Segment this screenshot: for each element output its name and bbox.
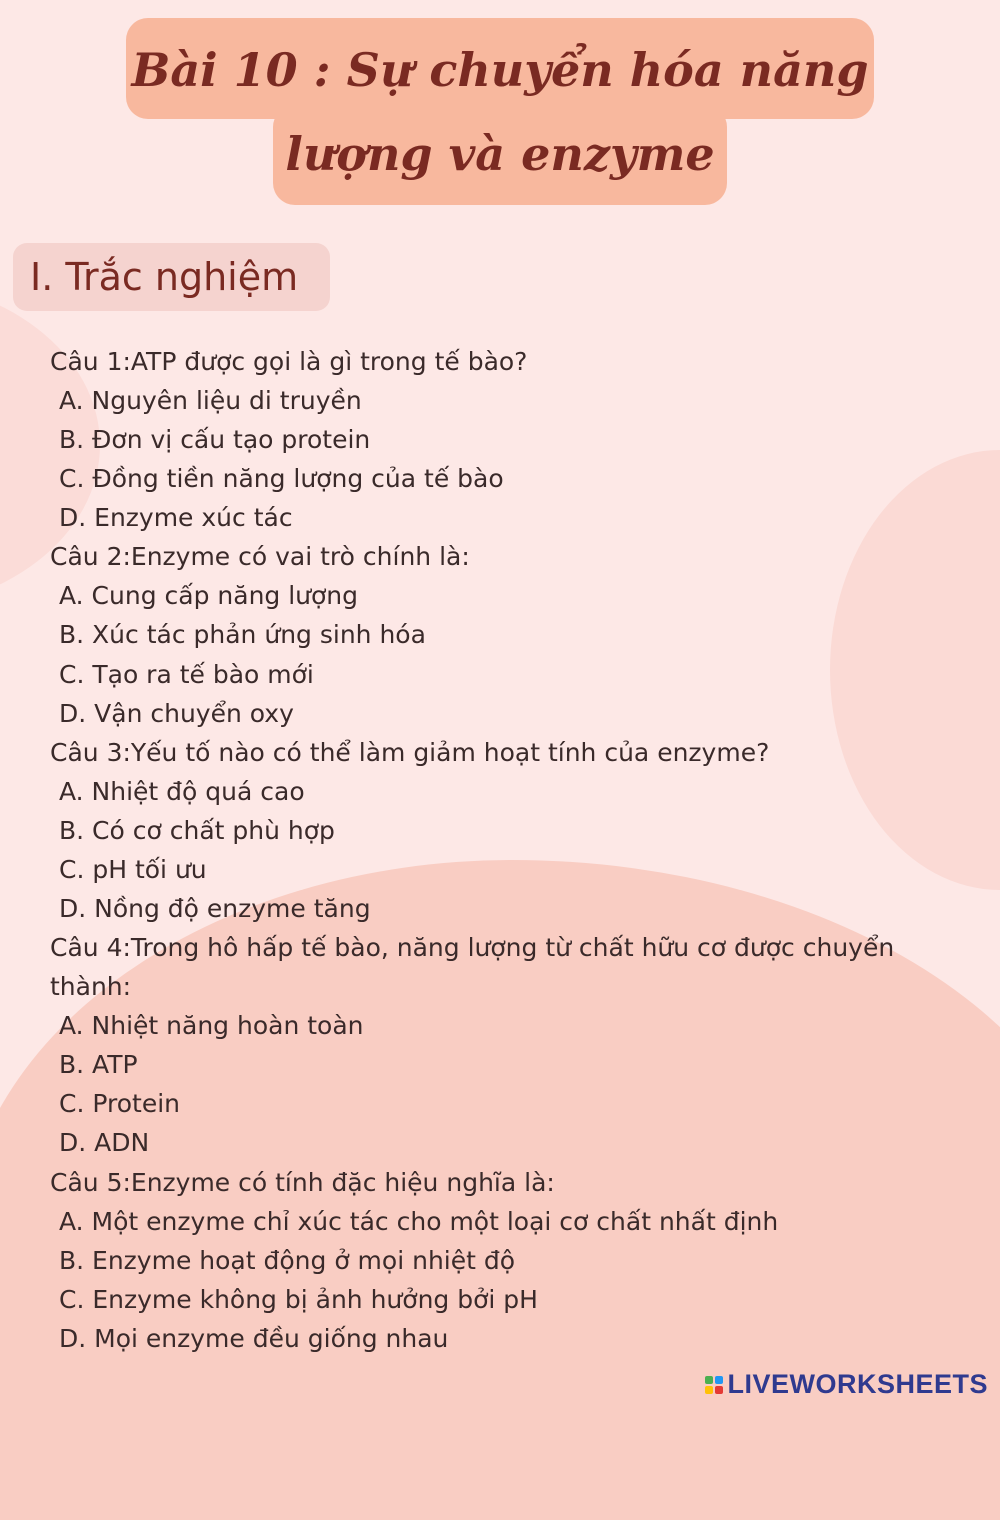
answer-option[interactable]: D. Mọi enzyme đều giống nhau	[59, 1323, 449, 1353]
liveworksheets-logo	[705, 1369, 988, 1400]
answer-option[interactable]: C. Enzyme không bị ảnh hưởng bởi pH	[59, 1284, 538, 1314]
answer-option[interactable]: D. Vận chuyển oxy	[59, 698, 294, 728]
answer-option[interactable]: C. Đồng tiền năng lượng của tế bào	[59, 464, 504, 494]
question-list	[50, 342, 950, 1358]
question-text: Câu 3:Yếu tố nào có thể làm giảm hoạt tính của enzyme?	[50, 737, 770, 767]
logo-square-icon	[715, 1386, 723, 1394]
question-text: Câu 2:Enzyme có vai trò chính là:	[50, 542, 470, 572]
answer-option[interactable]: A. Nhiệt năng hoàn toàn	[59, 1011, 364, 1041]
question-text: Câu 1:ATP được gọi là gì trong tế bào?	[50, 347, 528, 376]
question-text: Câu 5:Enzyme có tính đặc hiệu nghĩa là:	[50, 1167, 555, 1197]
answer-option[interactable]: D. Enzyme xúc tác	[59, 503, 293, 533]
logo-square-icon	[705, 1386, 713, 1394]
answer-option[interactable]: C. Protein	[59, 1089, 180, 1119]
question-text: Câu 4:Trong hô hấp tế bào, năng lượng từ chất hữu cơ được chuyển thành:	[50, 933, 895, 1002]
answer-option[interactable]: C. pH tối ưu	[59, 854, 207, 884]
answer-option[interactable]: B. Enzyme hoạt động ở mọi nhiệt độ	[59, 1245, 516, 1275]
title-banner	[0, 0, 1000, 215]
answer-option[interactable]: D. ADN	[59, 1128, 150, 1158]
logo-square-icon	[715, 1376, 723, 1384]
answer-option[interactable]: B. Xúc tác phản ứng sinh hóa	[59, 620, 426, 650]
logo-square-icon	[705, 1376, 713, 1384]
page-title: Bài 10 : Sự chuyển hóa năng lượng và enzyme	[131, 43, 869, 181]
section-title: I. Trắc nghiệm	[30, 255, 299, 299]
logo-text: LIVEWORKSHEETS	[727, 1369, 988, 1399]
answer-option[interactable]: C. Tạo ra tế bào mới	[59, 659, 314, 689]
answer-option[interactable]: B. ATP	[59, 1050, 138, 1080]
answer-option[interactable]: B. Đơn vị cấu tạo protein	[59, 425, 371, 455]
answer-option[interactable]: A. Nguyên liệu di truyền	[59, 386, 362, 415]
answer-option[interactable]: A. Cung cấp năng lượng	[59, 581, 359, 611]
answer-option[interactable]: B. Có cơ chất phù hợp	[59, 815, 335, 845]
answer-option[interactable]: D. Nồng độ enzyme tăng	[59, 894, 371, 924]
answer-option[interactable]: A. Một enzyme chỉ xúc tác cho một loại cơ chất nhất định	[59, 1206, 779, 1236]
logo-icon	[705, 1376, 723, 1394]
answer-option[interactable]: A. Nhiệt độ quá cao	[59, 776, 305, 806]
